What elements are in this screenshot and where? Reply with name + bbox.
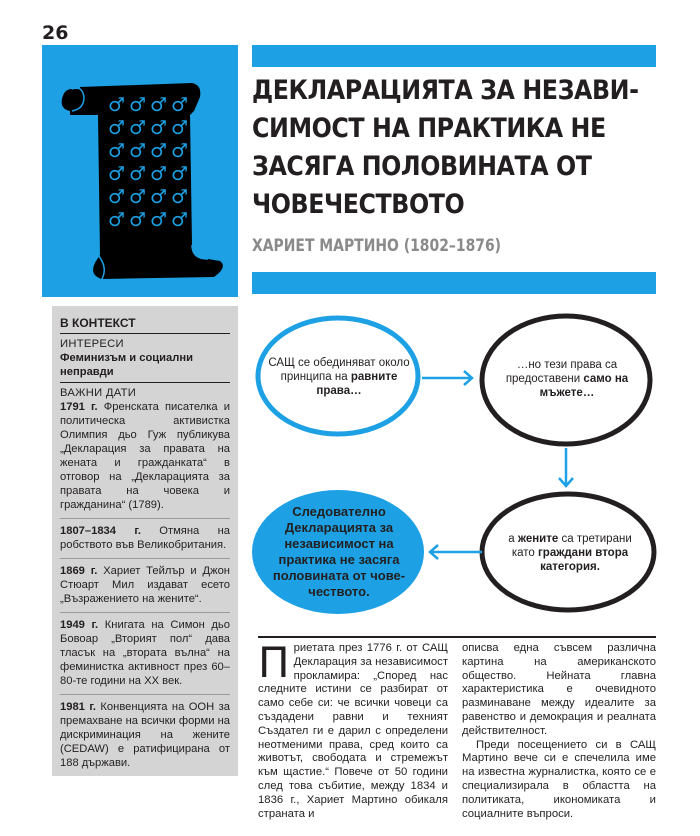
male-symbol-icon: ♂: [129, 94, 147, 116]
male-symbol-icon: ♂: [150, 94, 168, 116]
date-text: Книгата на Симон дьо Бовоар „Вторият пол“ дава тласък на „втората вълна“ на феминистка активност през 60–80-те години на XX век.: [60, 619, 230, 687]
male-symbol-icon: ♂: [150, 117, 168, 139]
arrow-left: [430, 545, 482, 559]
date-entry: [60, 612, 230, 694]
title-bar-top: [252, 45, 656, 67]
bubble-line: са третирани: [558, 533, 632, 545]
title-line: ЗАСЯГА ПОЛОВИНАТА ОТ: [252, 151, 592, 182]
male-symbol-icon: ♂: [171, 117, 189, 139]
bubble-equal-rights: [264, 356, 414, 398]
male-symbol-icon: ♂: [171, 209, 189, 231]
sidebar-divider: [60, 382, 230, 383]
bubble-line: като: [511, 547, 539, 559]
date-year: 1791 г.: [60, 401, 98, 413]
body-paragraph: Преди посещението си в САЩ Мартино вече си е спечелила име на известна журналистка, която се е специализирала в областта на политиката, икономиката и социалните въпроси.: [462, 738, 656, 820]
bubble-line: независимост на: [284, 536, 394, 551]
male-symbol-icon: ♂: [150, 163, 168, 185]
bubble-line: САЩ се обединяват около: [268, 357, 410, 369]
body-paragraph: риетата през 1776 г. от САЩ Декларация за независимост прокламира: „Според нас следните истини се разбират от само себе си: че всички човеци са създадени равни и техният Създател ги е дарил с определени неотменими права, сред които са животът, свободата и стремежът към щастие.“ Повече от 50 години след това събитие, между 1834 и 1836 г., Хариет Мартино обикаля страната и: [258, 642, 448, 820]
body-column-1: [258, 638, 448, 821]
bubble-emph: мъжете…: [539, 387, 595, 399]
male-symbol-icon: ♂: [108, 186, 126, 208]
scroll-male-symbols-icon: [42, 45, 238, 297]
bubble-line: предоставени: [505, 373, 584, 385]
bubble-line: принципа на: [280, 371, 351, 383]
interests-line: Феминизъм и социални: [60, 352, 193, 364]
bubble-emph: само на: [583, 373, 629, 385]
male-symbol-icon: ♂: [171, 186, 189, 208]
date-entry: [60, 694, 230, 776]
date-year: 1807–1834 г.: [60, 525, 141, 537]
male-symbol-icon: ♂: [108, 163, 126, 185]
male-symbol-icon: ♂: [171, 94, 189, 116]
title-line: СИМОСТ НА ПРАКТИКА НЕ: [252, 113, 606, 144]
bubble-conclusion: [264, 504, 414, 600]
author-name: ХАРИЕТ МАРТИНО (1802–1876): [252, 236, 502, 256]
title-line: ДЕКЛАРАЦИЯТА ЗА НЕЗАВИ-: [252, 75, 639, 106]
title-bar-bottom: [252, 272, 656, 294]
date-entry: [60, 400, 230, 518]
male-symbol-icon: ♂: [171, 140, 189, 162]
bubble-line: Следователно: [292, 504, 386, 519]
page-title: [252, 72, 639, 224]
sidebar-heading: В КОНТЕКСТ: [60, 316, 230, 334]
drop-cap: П: [258, 638, 290, 687]
date-entry: [60, 518, 230, 558]
male-symbol-icon: ♂: [129, 117, 147, 139]
date-text: Отмяна на робството във Великобритания.: [60, 525, 230, 551]
bubble-line: практика не засяга: [278, 552, 400, 567]
date-text: Френската писателка и политическа активистка Олимпия дьо Гуж публикува „Декларация за правата на жената и гражданката“ в отговор на „Декларацията за правата на човека и гражданина“ (1789).: [60, 401, 230, 511]
interests-line: неправди: [60, 366, 114, 378]
arrow-down: [559, 448, 573, 486]
body-rule: [258, 636, 656, 638]
bubble-emph: равните: [350, 371, 398, 383]
male-symbol-icon: ♂: [129, 186, 147, 208]
male-symbol-icon: ♂: [129, 163, 147, 185]
male-symbol-icon: ♂: [129, 140, 147, 162]
male-symbol-icon: ♂: [150, 209, 168, 231]
interests-value: [60, 351, 230, 379]
male-symbol-icon: ♂: [150, 140, 168, 162]
bubble-emph: жените: [517, 533, 559, 545]
dates-label: ВАЖНИ ДАТИ: [60, 387, 137, 399]
arrow-right: [422, 371, 472, 385]
male-symbol-icon: ♂: [108, 209, 126, 231]
bubble-emph: категория.: [540, 561, 600, 573]
icon-panel: [42, 45, 238, 297]
body-column-2: [462, 642, 656, 821]
interests-label: ИНТЕРЕСИ: [60, 338, 124, 350]
title-line: ЧОВЕЧЕСТВОТО: [252, 189, 465, 220]
date-text: Хариет Тейлър и Джон Стюарт Мил издават есето „Възражението на жените“.: [60, 565, 230, 605]
male-symbol-icon: ♂: [108, 117, 126, 139]
male-symbol-icon: ♂: [171, 163, 189, 185]
bubble-emph: права…: [316, 385, 362, 397]
bubble-line: …но тези права са: [516, 359, 618, 371]
page-number: 26: [42, 22, 69, 44]
bubble-line: Декларацията за: [284, 520, 394, 535]
bubble-women-second-class: [490, 532, 650, 574]
bubble-men-only: [492, 358, 642, 400]
male-symbol-icon: ♂: [129, 209, 147, 231]
bubble-line: чеството.: [308, 584, 370, 599]
date-year: 1981 г.: [60, 701, 96, 713]
male-symbol-icon: ♂: [108, 140, 126, 162]
body-paragraph: описва една съвсем различна картина на американското общество. Нейната главна характеристика е очевидното разминаване между идеалите за равенство и демокрация и реалната действителност.: [462, 642, 656, 737]
date-year: 1869 г.: [60, 565, 98, 577]
male-symbol-icon: ♂: [150, 186, 168, 208]
bubble-line: половината от чове-: [272, 568, 406, 583]
bubble-emph: граждани втора: [538, 547, 629, 559]
date-text: Конвенцията на ООН за премахване на всички форми на дискриминация на жените (CEDAW) е ратифицирана от 188 държави.: [60, 701, 230, 769]
male-symbol-icon: ♂: [108, 94, 126, 116]
bubble-line: а: [508, 533, 518, 545]
context-sidebar: [52, 306, 238, 776]
date-year: 1949 г.: [60, 619, 99, 631]
date-entry: [60, 558, 230, 612]
